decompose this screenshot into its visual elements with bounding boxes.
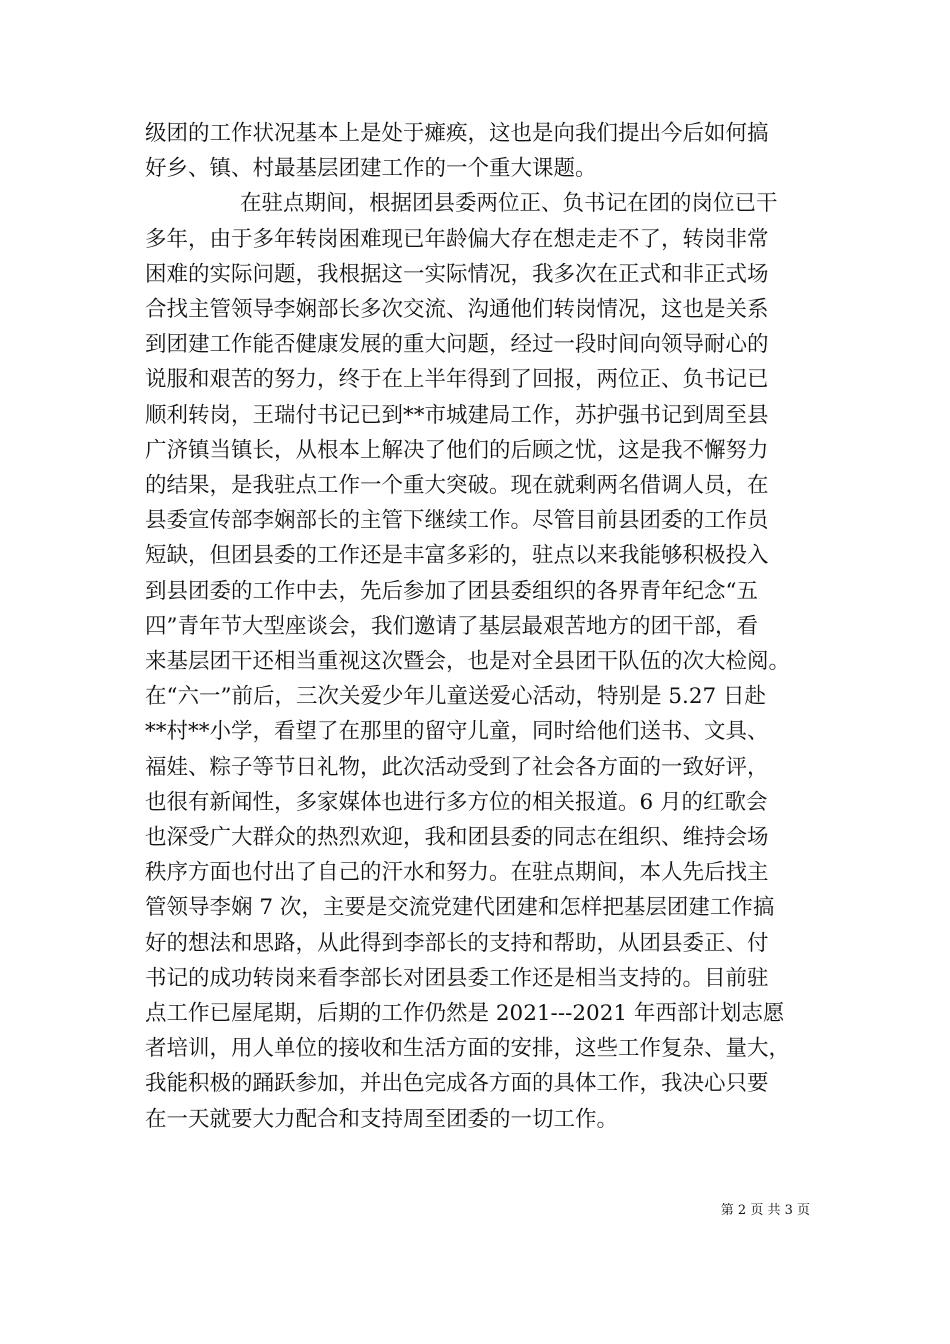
text-line: 困难的实际问题，我根据这一实际情况，我多次在正式和非正式场	[145, 261, 769, 287]
text-line: 好乡、镇、村最基层团建工作的一个重大课题。	[145, 156, 597, 182]
text-line: 也深受广大群众的热烈欢迎，我和团县委的同志在组织、维持会场	[145, 825, 769, 851]
text-line: 也很有新闻性，多家媒体也进行多方位的相关报道。6 月的红歌会	[145, 789, 768, 815]
text-line: 的结果，是我驻点工作一个重大突破。现在就剩两名借调人员，在	[145, 473, 769, 499]
paragraph-first-line: 在驻点期间，根据团县委两位正、负书记在团的岗位已干	[240, 191, 778, 217]
text-line: 在一天就要大力配合和支持周至团委的一切工作。	[145, 1106, 619, 1132]
text-line: 者培训，用人单位的接收和生活方面的安排，这些工作复杂、量大，	[145, 1036, 791, 1062]
text-line: 到县团委的工作中去，先后参加了团县委组织的各界青年纪念“五	[145, 578, 758, 604]
text-line: 短缺，但团县委的工作还是丰富多彩的，驻点以来我能够积极投入	[145, 543, 769, 569]
text-line: 我能积极的踊跃参加，并出色完成各方面的具体工作，我决心只要	[145, 1071, 769, 1097]
text-line: 福娃、粽子等节日礼物，此次活动受到了社会各方面的一致好评，	[145, 754, 769, 780]
text-line: 四”青年节大型座谈会，我们邀请了基层最艰苦地方的团干部，看	[145, 613, 758, 639]
text-line: 书记的成功转岗来看李部长对团县委工作还是相当支持的。目前驻	[145, 965, 769, 991]
text-line: 合找主管领导李娴部长多次交流、沟通他们转岗情况，这也是关系	[145, 297, 769, 323]
text-line: 点工作已屋尾期，后期的工作仍然是 2021---2021 年西部计划志愿	[145, 1001, 785, 1027]
page-number-footer: 第 2 页 共 3 页	[720, 1203, 810, 1218]
text-line: 广济镇当镇长，从根本上解决了他们的后顾之忧，这是我不懈努力	[145, 437, 769, 463]
body-text	[145, 116, 810, 1137]
text-line: 说服和艰苦的努力，终于在上半年得到了回报，两位正、负书记已	[145, 367, 769, 393]
text-line: 县委宣传部李娴部长的主管下继续工作。尽管目前县团委的工作员	[145, 508, 769, 534]
text-line: 管领导李娴 7 次，主要是交流党建代团建和怎样把基层团建工作搞	[145, 895, 775, 921]
text-line: 来基层团干还相当重视这次暨会，也是对全县团干队伍的次大检阅。	[145, 649, 791, 675]
text-line: 级团的工作状况基本上是处于瘫痪，这也是向我们提出今后如何搞	[145, 121, 769, 146]
text-line: 在“六一”前后，三次关爱少年儿童送爱心活动，特别是 5.27 日赴	[145, 684, 767, 710]
text-line: 顺利转岗，王瑞付书记已到**市城建局工作，苏护强书记到周至县	[145, 402, 769, 428]
text-line: 秩序方面也付出了自己的汗水和努力。在驻点期间，本人先后找主	[145, 860, 769, 886]
text-line: **村**小学，看望了在那里的留守儿童，同时给他们送书、文具、	[145, 719, 769, 745]
text-line: 好的想法和思路，从此得到李部长的支持和帮助，从团县委正、付	[145, 930, 769, 956]
text-line: 到团建工作能否健康发展的重大问题，经过一段时间向领导耐心的	[145, 332, 769, 358]
text-line: 多年，由于多年转岗困难现已年龄偏大存在想走走不了，转岗非常	[145, 226, 769, 252]
